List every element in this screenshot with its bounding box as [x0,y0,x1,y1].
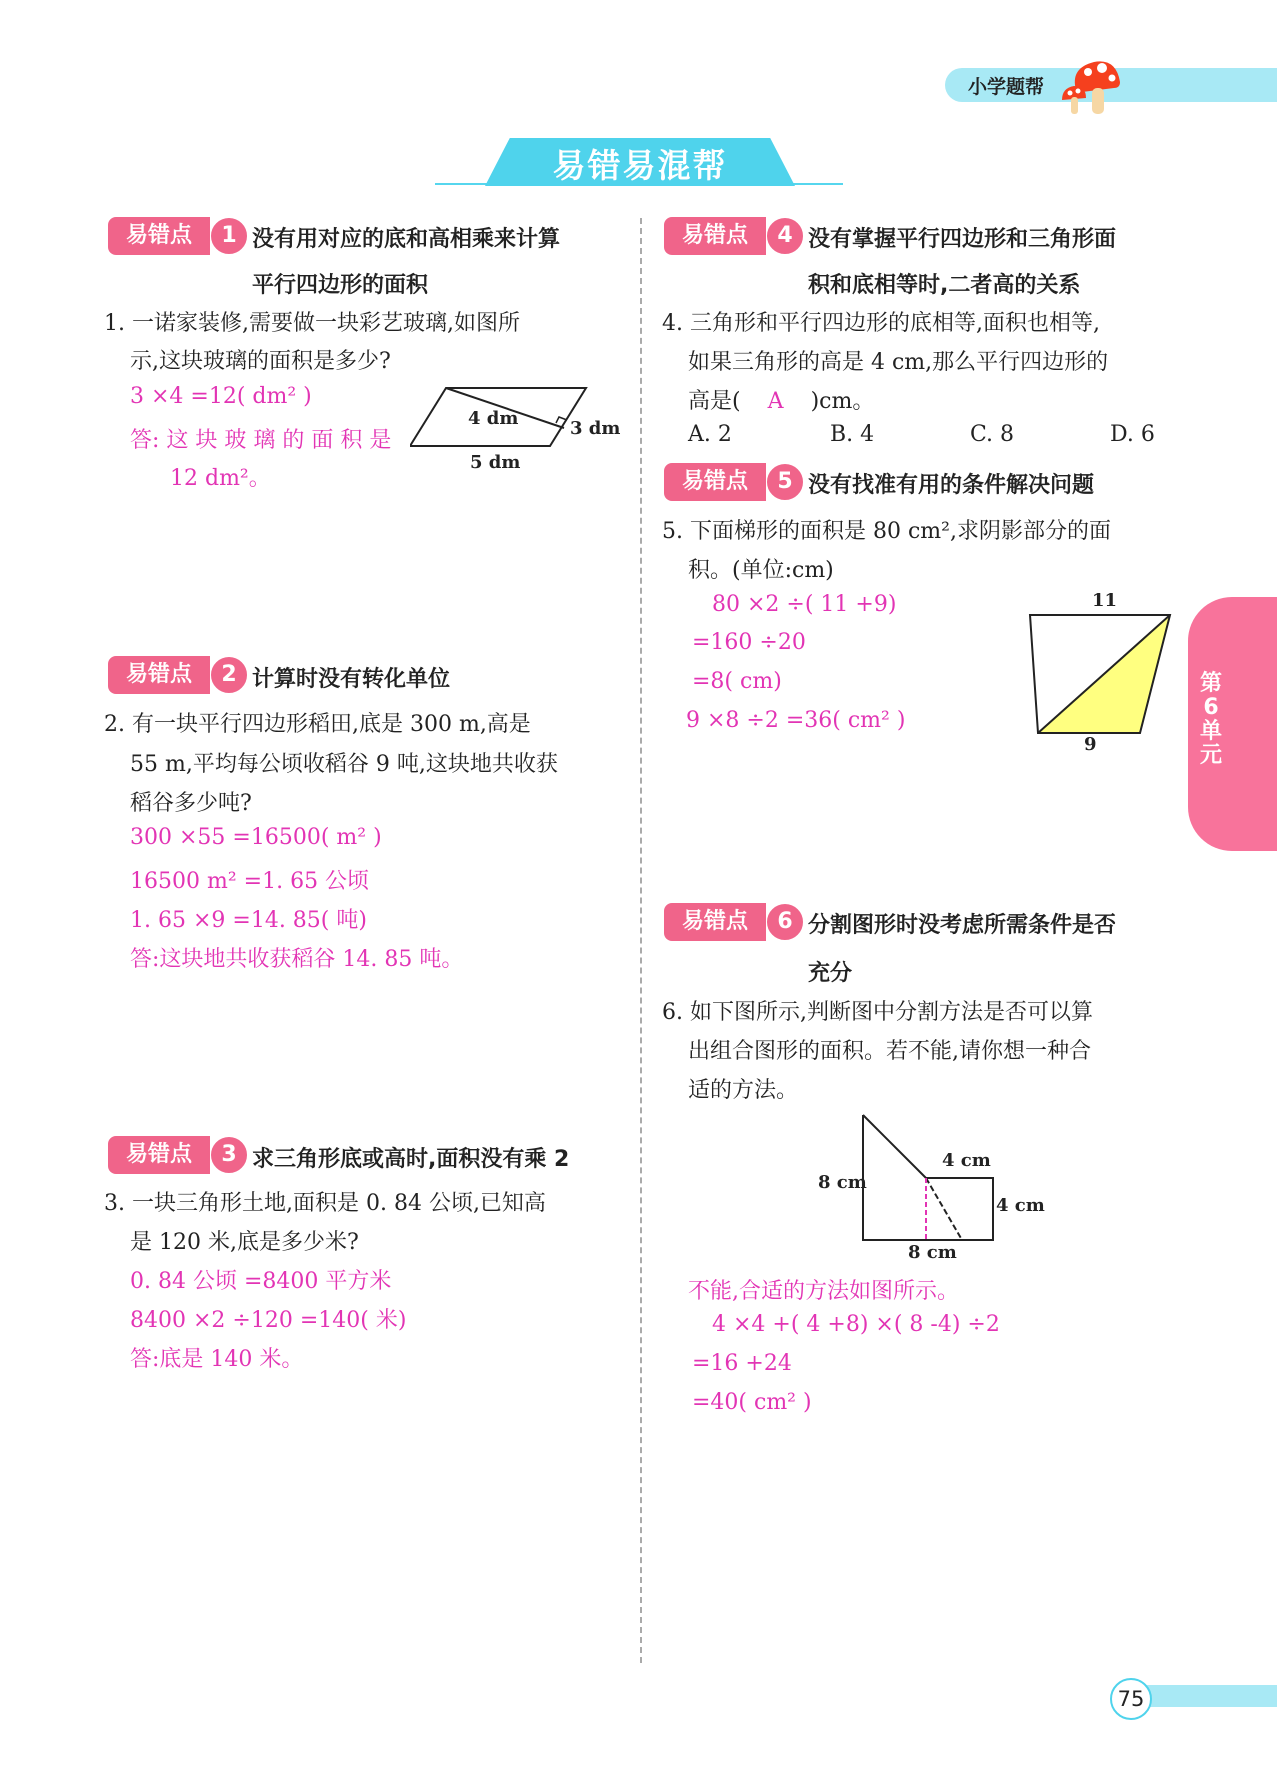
q1-label-base: 5 dm [470,452,521,473]
badge-tag: 易错点 [664,463,766,501]
page-number: 75 [1110,1678,1152,1720]
badge-number: 6 [766,903,804,941]
q4-option: C. 8 [970,422,1015,447]
q4-text: 如果三角形的高是 4 cm,那么平行四边形的 [688,350,1109,375]
q2-answer: 答:这块地共收获稻谷 14. 85 吨。 [130,947,464,972]
badge-number: 2 [210,656,248,694]
q5-trapezoid-figure [1020,605,1200,745]
q2-text: 55 m,平均每公顷收稻谷 9 吨,这块地共收获 [130,752,558,777]
page-title: 易错易混帮 [552,146,728,185]
q2-answer: 1. 65 ×9 =14. 85( 吨) [130,908,367,933]
q1-answer: 答: 这 块 玻 璃 的 面 积 是 [130,428,392,453]
point-3-title: 求三角形底或高时,面积没有乘 2 [252,1147,570,1172]
q4-option: A. 2 [688,422,732,447]
badge-tag: 易错点 [108,656,210,694]
q1-answer: 12 dm²。 [170,466,271,491]
page-number-bar [1140,1685,1277,1707]
q5-text: 积。(单位:cm) [688,558,834,583]
q6-text: 适的方法。 [688,1078,799,1103]
q2-text: 2. 有一块平行四边形稻田,底是 300 m,高是 [104,712,531,737]
q6-answer: 不能,合适的方法如图所示。 [688,1279,959,1304]
point-2-title: 计算时没有转化单位 [252,667,451,692]
point-1-title-cont: 平行四边形的面积 [252,273,429,298]
brand-label: 小学题帮 [968,76,1045,98]
q4-option: D. 6 [1110,422,1155,447]
point-6-title-cont: 充分 [808,961,853,986]
point-1-title: 没有用对应的底和高相乘来计算 [252,227,561,252]
q1-text: 示,这块玻璃的面积是多少? [130,349,391,374]
q6-text: 出组合图形的面积。若不能,请你想一种合 [688,1039,1091,1064]
point-6-title: 分割图形时没考虑所需条件是否 [808,913,1117,938]
q2-text: 稻谷多少吨? [130,791,252,816]
badge-tag: 易错点 [664,903,766,941]
q5-answer: 80 ×2 ÷( 11 +9) [712,592,897,617]
q5-answer: =8( cm) [692,669,782,694]
q6-composite-figure [858,1110,998,1245]
q5-text: 5. 下面梯形的面积是 80 cm²,求阴影部分的面 [662,519,1111,544]
q6-label-left: 8 cm [818,1172,867,1193]
q3-text: 是 120 米,底是多少米? [130,1230,359,1255]
badge-number: 5 [766,463,804,501]
point-4-title-cont: 积和底相等时,二者高的关系 [808,273,1081,298]
q6-label-top-right: 4 cm [942,1150,991,1171]
badge-tag: 易错点 [664,217,766,255]
q5-answer: =160 ÷20 [692,630,806,655]
q2-answer: 16500 m² =1. 65 公顷 [130,869,370,894]
q2-answer: 300 ×55 =16500( m² ) [130,825,382,850]
q5-label-bottom: 9 [1084,734,1097,755]
column-divider [640,218,642,1663]
q6-label-right: 4 cm [996,1195,1045,1216]
q4-blank-prefix: 高是( [688,389,741,414]
point-5-title: 没有找准有用的条件解决问题 [808,473,1095,498]
q3-answer: 8400 ×2 ÷120 =140( 米) [130,1308,407,1333]
q5-label-top: 11 [1092,590,1118,611]
q1-label-height: 4 dm [468,408,519,429]
badge-number: 3 [210,1136,248,1174]
q4-blank-suffix: )cm。 [810,389,875,414]
q5-answer: 9 ×8 ÷2 =36( cm² ) [686,708,906,733]
badge-number: 4 [766,217,804,255]
q4-text: 4. 三角形和平行四边形的底相等,面积也相等, [662,311,1100,336]
q6-text: 6. 如下图所示,判断图中分割方法是否可以算 [662,1000,1093,1025]
mushroom-icon [1058,48,1140,118]
badge-tag: 易错点 [108,1136,210,1174]
badge-number: 1 [210,217,248,255]
q1-label-side: 3 dm [570,418,621,439]
unit-side-tab-label: 第6单元 [1199,671,1222,768]
q3-text: 3. 一块三角形土地,面积是 0. 84 公顷,已知高 [104,1191,546,1216]
q3-answer: 答:底是 140 米。 [130,1347,304,1372]
q4-blank-answer: A [767,389,784,414]
q6-answer: =40( cm² ) [692,1390,812,1415]
q4-option: B. 4 [830,422,875,447]
q1-text: 1. 一诺家装修,需要做一块彩艺玻璃,如图所 [104,311,520,336]
q4-blank-line [688,384,874,415]
point-4-title: 没有掌握平行四边形和三角形面 [808,227,1117,252]
q6-label-bottom: 8 cm [908,1242,957,1263]
q3-answer: 0. 84 公顷 =8400 平方米 [130,1269,392,1294]
badge-tag: 易错点 [108,217,210,255]
q1-answer: 3 ×4 =12( dm² ) [130,384,312,409]
q6-answer: 4 ×4 +( 4 +8) ×( 8 -4) ÷2 [712,1312,1000,1337]
q6-answer: =16 +24 [692,1351,792,1376]
